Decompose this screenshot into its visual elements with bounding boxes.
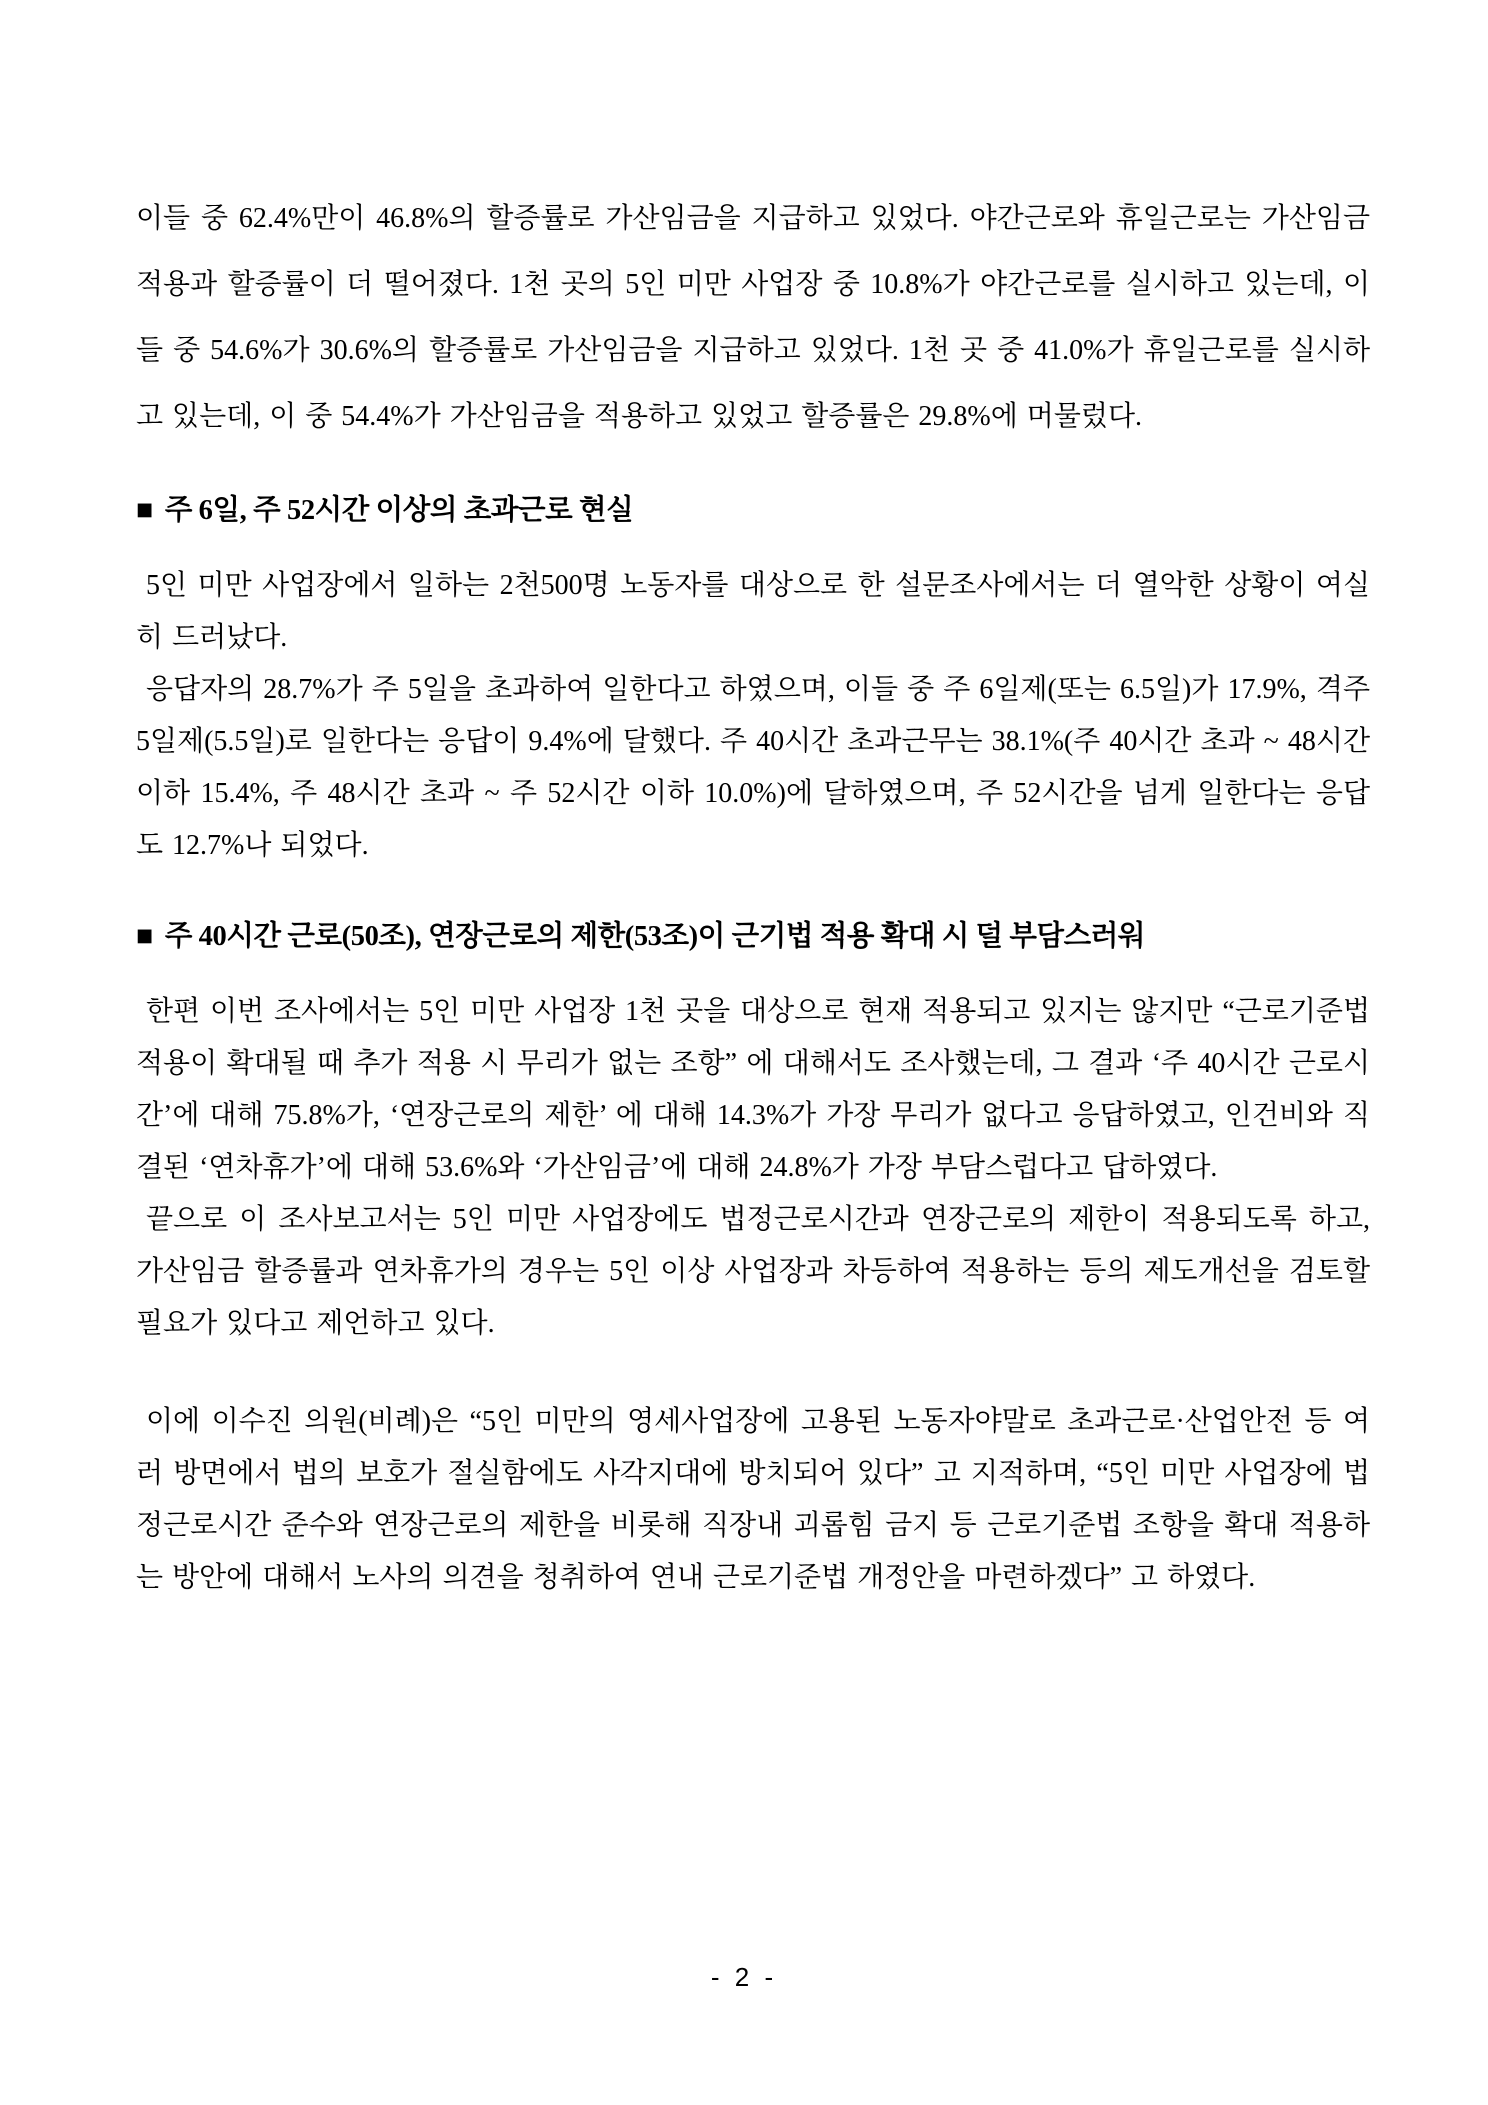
body-paragraph-6: 이에 이수진 의원(비례)은 “5인 미만의 영세사업장에 고용된 노동자야말로 초과근로·산업안전 등 여러 방면에서 법의 보호가 절실함에도 사각지대에 방치되어 있다” 고 지적하며, “5인 미만 사업장에 법정근로시간 준수와 연장근로의 제한을 비롯해 직장내 괴롭힘 금지 등 근로기준법 조항을 확대 적용하는 방안에 대해서 노사의 의견을 청취하여 연내 근로기준법 개정안을 마련하겠다” 고 하였다.: [136, 1406, 1370, 1593]
section-heading-2: [136, 916, 1370, 958]
section-heading-2-label: 주 40시간 근로(50조), 연장근로의 제한(53조)이 근기법 적용 확대 시 덜 부담스러워: [164, 921, 1146, 952]
square-bullet-icon: ■: [136, 921, 153, 952]
body-paragraph-2: 5인 미만 사업장에서 일하는 2천500명 노동자를 대상으로 한 설문조사에서는 더 열악한 상황이 여실히 드러났다.: [136, 570, 1370, 653]
body-paragraph-1: 이들 중 62.4%만이 46.8%의 할증률로 가산임금을 지급하고 있었다. 야간근로와 휴일근로는 가산임금 적용과 할증률이 더 떨어졌다. 1천 곳의 5인 미만 사업장 중 10.8%가 야간근로를 실시하고 있는데, 이들 중 54.6%가 30.6%의 할증률로 가산임금을 지급하고 있었다. 1천 곳 중 41.0%가 휴일근로를 실시하고 있는데, 이 중 54.4%가 가산임금을 적용하고 있었고 할증률은 29.8%에 머물렀다.: [136, 203, 1370, 432]
body-paragraph-4: 한편 이번 조사에서는 5인 미만 사업장 1천 곳을 대상으로 현재 적용되고 있지는 않지만 “근로기준법 적용이 확대될 때 추가 적용 시 무리가 없는 조항” 에 대해서도 조사했는데, 그 결과 ‘주 40시간 근로시간’에 대해 75.8%가, ‘연장근로의 제한’ 에 대해 14.3%가 가장 무리가 없다고 응답하였고, 인건비와 직결된 ‘연차휴가’에 대해 53.6%와 ‘가산임금’에 대해 24.8%가 가장 부담스럽다고 답하였다.: [136, 996, 1370, 1183]
section-heading-1-label: 주 6일, 주 52시간 이상의 초과근로 현실: [164, 495, 634, 526]
document-body: [136, 186, 1370, 1604]
body-paragraph-5: 끝으로 이 조사보고서는 5인 미만 사업장에도 법정근로시간과 연장근로의 제한이 적용되도록 하고, 가산임금 할증률과 연차휴가의 경우는 5인 이상 사업장과 차등하여 적용하는 등의 제도개선을 검토할 필요가 있다고 제언하고 있다.: [136, 1204, 1370, 1339]
page-number: - 2 -: [710, 1962, 778, 1992]
section-heading-1: [136, 490, 1370, 532]
square-bullet-icon: ■: [136, 495, 153, 526]
body-paragraph-3: 응답자의 28.7%가 주 5일을 초과하여 일한다고 하였으며, 이들 중 주 6일제(또는 6.5일)가 17.9%, 격주 5일제(5.5일)로 일한다는 응답이 9.4%에 달했다. 주 40시간 초과근무는 38.1%(주 40시간 초과 ~ 48시간 이하 15.4%, 주 48시간 초과 ~ 주 52시간 이하 10.0%)에 달하였으며, 주 52시간을 넘게 일한다는 응답도 12.7%나 되었다.: [136, 674, 1370, 861]
